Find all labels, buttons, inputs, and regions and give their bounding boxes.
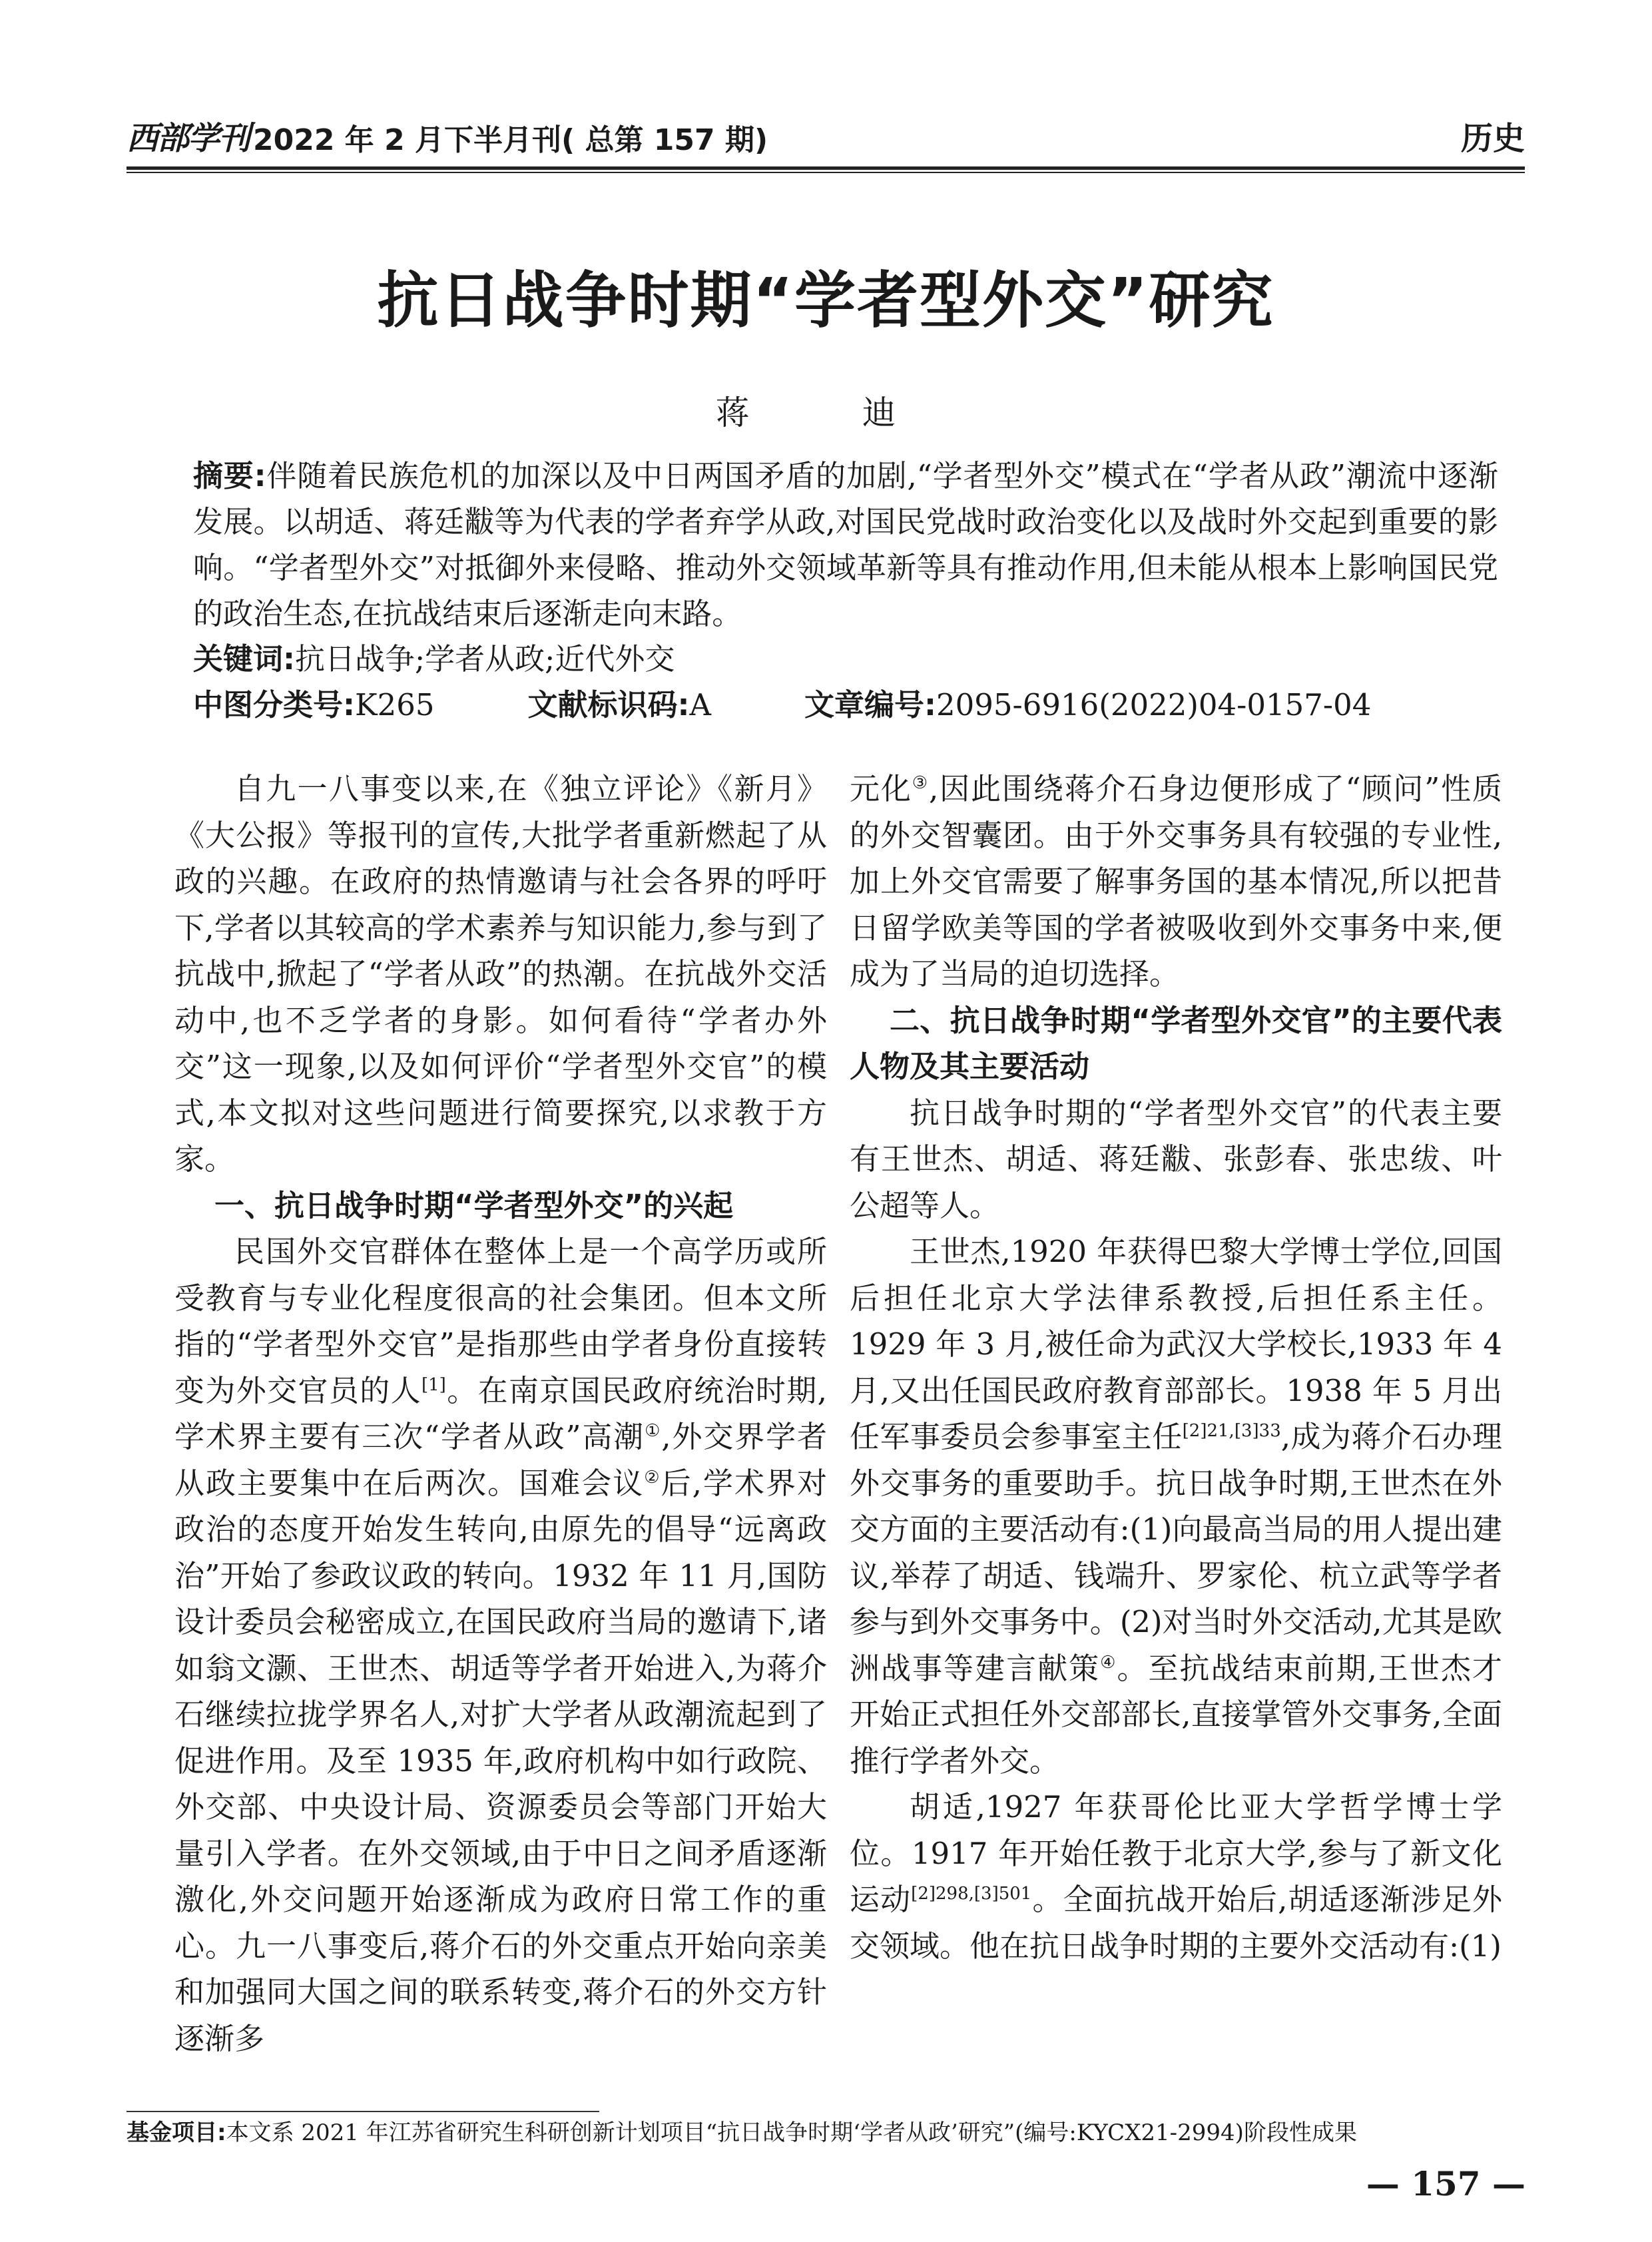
section-label: 历史 bbox=[1460, 120, 1525, 157]
paragraph bbox=[850, 766, 1502, 997]
citation-ref: [1] bbox=[421, 1374, 446, 1395]
left-column bbox=[174, 766, 827, 2062]
abstract-text: 伴随着民族危机的加深以及中日两国矛盾的加剧,“学者型外交”模式在“学者从政”潮流中逐渐发展。以胡适、蒋廷黻等为代表的学者弃学从政,对国民党战时政治变化以及战时外交起到重要的影响。“学者型外交”对抵御外来侵略、推动外交领域革新等具有推动作用,但未能从根本上影响国民党的政治生态,在抗战结束后逐渐走向末路。 bbox=[193, 458, 1498, 631]
article-title: 抗日战争时期“学者型外交”研究 bbox=[377, 265, 1274, 336]
paragraph-text: 后,学术界对政治的态度开始发生转向,由原先的倡导“远离政治”开始了参政议政的转向。1932 年 11 月,国防设计委员会秘密成立,在国民政府当局的邀请下,诸如翁文灏、王世杰、胡适等学者开始进入,为蒋介石继续拉拢学界名人,对扩大学者从政潮流起到了促进作用。及至 1935 年,政府机构中如行政院、外交部、中央设计局、资源委员会等部门开始大量引入学者。在外交领域,由于中日之间矛盾逐渐激化,外交问题开始逐渐成为政府日常工作的重心。九一八事变后,蒋介石的外交重点开始向亲美和加强同大国之间的联系转变,蒋介石的外交方针逐渐多 bbox=[174, 1465, 827, 2056]
footnote-ref: ④ bbox=[1100, 1652, 1117, 1673]
doc-code-label: 文献标识码: bbox=[527, 687, 690, 722]
header-left bbox=[127, 113, 768, 158]
paragraph: 自九一八事变以来,在《独立评论》《新月》《大公报》等报刊的宣传,大批学者重新燃起了从政的兴趣。在政府的热情邀请与社会各界的呼吁下,学者以其较高的学术素养与知识能力,参与到了抗战中,掀起了“学者从政”的热潮。在抗战外交活动中,也不乏学者的身影。如何看待“学者办外交”这一现象,以及如何评价“学者型外交官”的模式,本文拟对这些问题进行简要探究,以求教于方家。 bbox=[174, 771, 827, 1177]
paragraph bbox=[850, 1229, 1502, 1784]
paragraph bbox=[174, 1229, 827, 2062]
author-name: 蒋 迪 bbox=[716, 394, 936, 432]
article-number-group bbox=[804, 682, 1371, 728]
page-number: — 157 — bbox=[1366, 2164, 1525, 2203]
paragraph-text: 元化 bbox=[850, 771, 912, 806]
paragraph-text: 。至抗战结束前期,王世杰才开始正式担任外交部部长,直接掌管外交事务,全面推行学者外交。 bbox=[850, 1650, 1502, 1779]
header-rule-thin bbox=[127, 172, 1525, 173]
footnote-rule bbox=[127, 2111, 599, 2112]
funding-text: 本文系 2021 年江苏省研究生科研创新计划项目“抗日战争时期‘学者从政’研究”(编号:KYCX21-2994)阶段性成果 bbox=[226, 2119, 1357, 2146]
abstract bbox=[193, 453, 1498, 637]
footnote-ref: ③ bbox=[912, 773, 929, 793]
paragraph-text: 。全面抗战开始后,胡适逐渐涉足外交领域。他在抗日战争时期的主要外交活动有:(1) bbox=[850, 1882, 1502, 1964]
keywords-label: 关键词: bbox=[193, 641, 295, 677]
journal-logo: 西部学刊 bbox=[127, 120, 250, 157]
paragraph-text: 胡适,1927 年获哥伦比亚大学哲学博士学位。1917 年开始任教于北京大学,参与了新文化运动 bbox=[850, 1789, 1502, 1917]
header-rule bbox=[127, 166, 1525, 170]
abstract-label: 摘要: bbox=[193, 458, 266, 493]
paragraph-text: 王世杰,1920 年获得巴黎大学博士学位,回国后担任北京大学法律系教授,后担任系主任。1929 年 3 月,被任命为武汉大学校长,1933 年 4 月,又出任国民政府教育部部长。1938 年 5 月出任军事委员会参事室主任 bbox=[850, 1234, 1502, 1454]
funding-label: 基金项目: bbox=[127, 2119, 226, 2146]
paragraph: 抗日战争时期的“学者型外交官”的代表主要有王世杰、胡适、蒋廷黻、张彭春、张忠绂、叶公超等人。 bbox=[850, 1095, 1502, 1223]
doc-code-group bbox=[528, 682, 712, 728]
right-column bbox=[850, 766, 1502, 1969]
article-meta bbox=[193, 682, 1498, 728]
issue-info: 2022 年 2 月下半月刊( 总第 157 期) bbox=[253, 123, 768, 157]
running-header bbox=[127, 112, 1525, 158]
footnote-ref: ② bbox=[644, 1467, 661, 1488]
paragraph-text: ,成为蒋介石办理外交事务的重要助手。抗日战争时期,王世杰在外交方面的主要活动有:(1)向最高当局的用人提出建议,举荐了胡适、钱端升、罗家伦、杭立武等学者参与到外交事务中。(2)对当时外交活动,尤其是欧洲战事等建言献策 bbox=[850, 1419, 1502, 1686]
keywords-text: 抗日战争;学者从政;近代外交 bbox=[295, 641, 675, 677]
article-number-label: 文章编号: bbox=[804, 687, 937, 722]
citation-ref: [2]298,[3]501 bbox=[911, 1884, 1032, 1904]
citation-ref: [2]21,[3]33 bbox=[1182, 1421, 1281, 1441]
paragraph-text: 民国外交官群体在整体上是一个高学历或所受教育与专业化程度很高的社会集团。但本文所指的“学者型外交官”是指那些由学者身份直接转变为外交官员的人 bbox=[174, 1234, 827, 1408]
footnote-ref: ① bbox=[645, 1421, 662, 1441]
paragraph-text: 。在南京国民政府统治时期,学术界主要有三次“学者从政”高潮 bbox=[174, 1372, 827, 1454]
section-heading-1: 一、抗日战争时期“学者型外交”的兴起 bbox=[214, 1187, 734, 1223]
section-heading-2: 二、抗日战争时期“学者型外交官”的主要代表人物及其主要活动 bbox=[850, 1002, 1502, 1084]
funding-footnote bbox=[127, 2115, 1525, 2151]
clc-label: 中图分类号: bbox=[193, 687, 355, 722]
keywords bbox=[193, 636, 1498, 682]
paragraph-text: ,因此围绕蒋介石身边便形成了“顾问”性质的外交智囊团。由于外交事务具有较强的专业性,加上外交官需要了解事务国的基本情况,所以把昔日留学欧美等国的学者被吸收到外交事务中来,便成为了当局的迫切选择。 bbox=[850, 771, 1502, 991]
paragraph bbox=[850, 1784, 1502, 1969]
clc-value: K265 bbox=[355, 687, 435, 722]
article-number-value: 2095-6916(2022)04-0157-04 bbox=[936, 687, 1372, 722]
doc-code-value: A bbox=[689, 687, 712, 722]
paragraph-text: ,外交界学者从政主要集中在后两次。国难会议 bbox=[174, 1419, 828, 1501]
clc-group bbox=[193, 682, 435, 728]
